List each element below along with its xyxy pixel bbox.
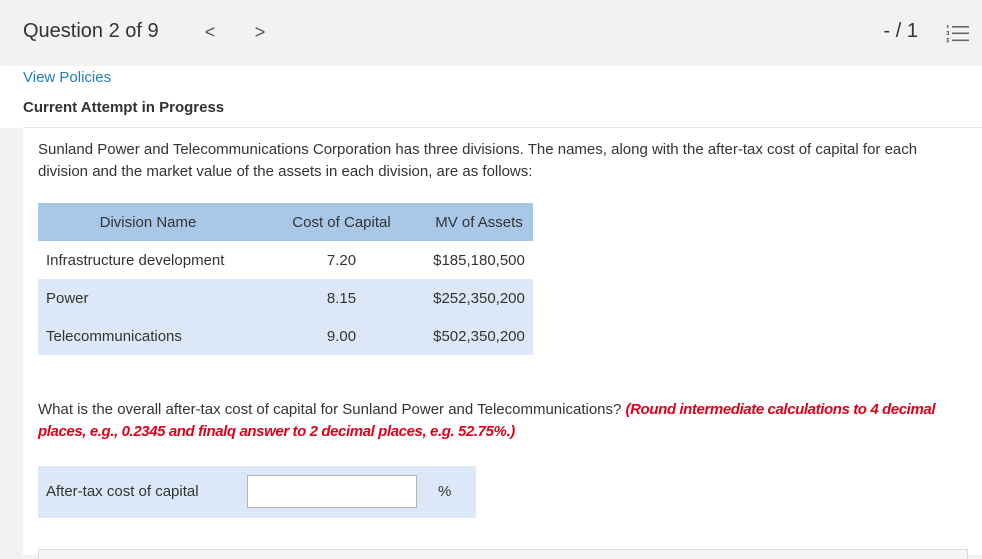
next-section-box <box>38 549 968 559</box>
question-text <box>38 399 968 443</box>
question-score: - / 1 <box>883 20 918 42</box>
problem-intro: Sunland Power and Telecommunications Corporation has three divisions. The names, along with the after-tax cost of capital for each division and the market value of the assets in each division, are as follows: <box>38 141 918 180</box>
next-question-button[interactable]: > <box>254 22 266 42</box>
column-header-cost-of-capital: Cost of Capital <box>258 203 425 241</box>
mv-of-assets-cell: $185,180,500 <box>425 241 533 279</box>
cost-of-capital-cell: 7.20 <box>258 241 425 279</box>
division-table <box>38 203 533 355</box>
after-tax-cost-of-capital-input[interactable] <box>247 475 417 508</box>
question-body <box>0 66 982 555</box>
question-counter: Question 2 of 9 <box>23 20 159 42</box>
table-header-row <box>38 203 533 241</box>
column-header-mv-of-assets: MV of Assets <box>425 203 533 241</box>
cost-of-capital-cell: 9.00 <box>258 317 425 355</box>
rounding-hint: (Round intermediate calculations to 4 decimal places, e.g., 0.2345 and finalq answer to 2 decimal places, e.g. 52.75%.) <box>38 401 936 440</box>
table-row <box>38 317 533 355</box>
division-name-cell: Infrastructure development <box>38 241 258 279</box>
mv-of-assets-cell: $502,350,200 <box>425 317 533 355</box>
divider <box>23 127 982 128</box>
answer-label: After-tax cost of capital <box>46 483 199 500</box>
previous-question-button[interactable]: < <box>204 22 216 42</box>
table-row <box>38 279 533 317</box>
table-row <box>38 241 533 279</box>
question-header <box>0 0 982 66</box>
division-name-cell: Telecommunications <box>38 317 258 355</box>
percent-unit-label: % <box>438 483 452 500</box>
numbered-list-icon[interactable] <box>946 22 970 44</box>
column-header-division-name: Division Name <box>38 203 258 241</box>
division-name-cell: Power <box>38 279 258 317</box>
mv-of-assets-cell: $252,350,200 <box>425 279 533 317</box>
answer-row <box>38 466 476 518</box>
cost-of-capital-cell: 8.15 <box>258 279 425 317</box>
left-margin-strip <box>0 128 23 555</box>
attempt-status: Current Attempt in Progress <box>23 99 225 116</box>
view-policies-link[interactable]: View Policies <box>23 69 112 86</box>
question-prompt: What is the overall after-tax cost of capital for Sunland Power and Telecommunications? <box>38 401 622 418</box>
